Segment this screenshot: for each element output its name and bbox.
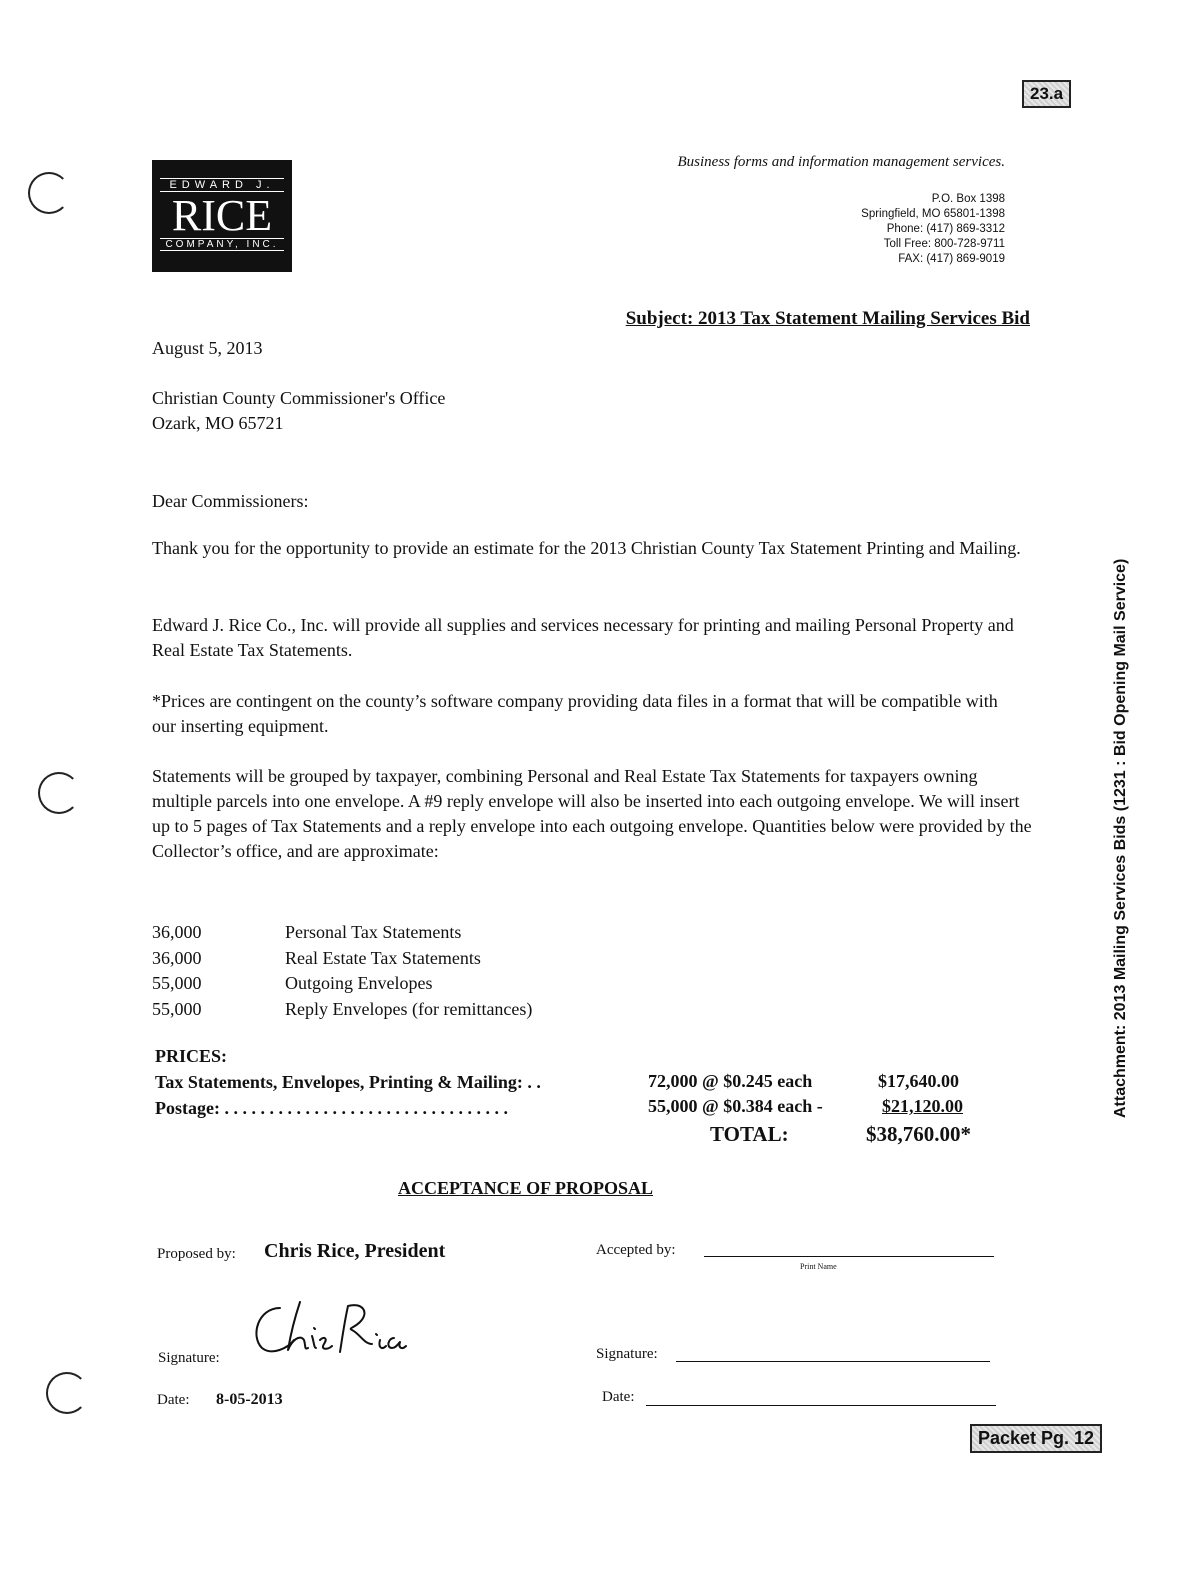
price-row-2-rate: 55,000 @ $0.384 each - xyxy=(648,1096,823,1116)
list-item: 55,000 Reply Envelopes (for remittances) xyxy=(152,998,533,1019)
list-item: 36,000 Personal Tax Statements xyxy=(152,922,462,942)
print-name-label: Print Name xyxy=(800,1262,837,1271)
accepted-by-line[interactable] xyxy=(704,1256,994,1257)
proposed-by-value: Chris Rice, President xyxy=(264,1240,446,1262)
letterhead-address: P.O. Box 1398 Springfield, MO 65801-1398 Phone: (417) 869-3312 Toll Free: 800-728-9711 FAX: (417) 869-9019 xyxy=(861,193,1005,265)
date-label-right: Date: xyxy=(602,1389,635,1405)
company-logo: EDWARD J. RICE COMPANY, INC. xyxy=(152,160,292,272)
punch-hole-top xyxy=(28,172,70,214)
quantity-list xyxy=(152,920,532,1022)
price-row-2-label: Postage: . . . . . . . . . . . . . . . . . . . . . . . . . . . . . . . . xyxy=(155,1098,508,1118)
signature-label-right: Signature: xyxy=(596,1346,658,1362)
price-row-1-amount: $17,640.00 xyxy=(878,1071,959,1091)
list-item: 36,000 Real Estate Tax Statements xyxy=(152,947,481,968)
price-row-1-rate: 72,000 @ $0.245 each xyxy=(648,1071,813,1091)
subject-line: Subject: 2013 Tax Statement Mailing Services Bid xyxy=(625,308,1030,329)
prices-heading: PRICES: xyxy=(155,1046,228,1066)
signature-label: Signature: xyxy=(158,1350,220,1366)
paragraph-2: Edward J. Rice Co., Inc. will provide all supplies and services necessary for printing and mailing Personal Property and Real Estate Tax Statements. xyxy=(152,615,1014,660)
recipient-address: Christian County Commissioner's Office Ozark, MO 65721 xyxy=(152,388,446,433)
punch-hole-middle xyxy=(38,772,80,814)
price-row-1-label: Tax Statements, Envelopes, Printing & Mailing: . . xyxy=(155,1072,541,1092)
total-label: TOTAL: xyxy=(710,1122,789,1146)
letter-date: August 5, 2013 xyxy=(152,338,263,358)
list-item: 55,000 Outgoing Envelopes xyxy=(152,973,433,993)
date-line[interactable] xyxy=(646,1405,996,1406)
accepted-by-label: Accepted by: xyxy=(596,1242,676,1258)
paragraph-4: Statements will be grouped by taxpayer, combining Personal and Real Estate Tax Statements for taxpayers owning multiple parcels into one envelope. A #9 reply envelope will also be inserted into each outgoing envelope. We will insert up to 5 pages of Tax Statements and a reply envelope into each outgoing envelope. Quantities below were provided by the Collector’s office, and are approximate: xyxy=(152,766,1032,861)
paragraph-1: Thank you for the opportunity to provide an estimate for the 2013 Christian County Tax Statement Printing and Mailing. xyxy=(152,538,1021,558)
date-label: Date: xyxy=(157,1392,190,1408)
page-stamp-top: 23.a xyxy=(1022,80,1071,108)
salutation: Dear Commissioners: xyxy=(152,491,309,511)
attachment-side-text: Attachment: 2013 Mailing Services Bids (1231 : Bid Opening Mail Service) xyxy=(1112,558,1129,1118)
paragraph-3: *Prices are contingent on the county’s software company providing data files in a format that will be compatible with our inserting equipment. xyxy=(152,691,998,736)
date-value: 8-05-2013 xyxy=(216,1391,283,1408)
proposed-by-label: Proposed by: xyxy=(157,1246,236,1262)
acceptance-heading: ACCEPTANCE OF PROPOSAL xyxy=(398,1178,654,1198)
packet-page-stamp: Packet Pg. 12 xyxy=(970,1424,1102,1453)
price-row-2-amount: $21,120.00 xyxy=(882,1096,963,1116)
total-amount: $38,760.00* xyxy=(866,1122,971,1146)
signature-line[interactable] xyxy=(676,1361,990,1362)
punch-hole-bottom xyxy=(46,1372,88,1414)
handwritten-signature xyxy=(248,1296,408,1366)
letterhead-tagline: Business forms and information management services. xyxy=(677,154,1005,170)
